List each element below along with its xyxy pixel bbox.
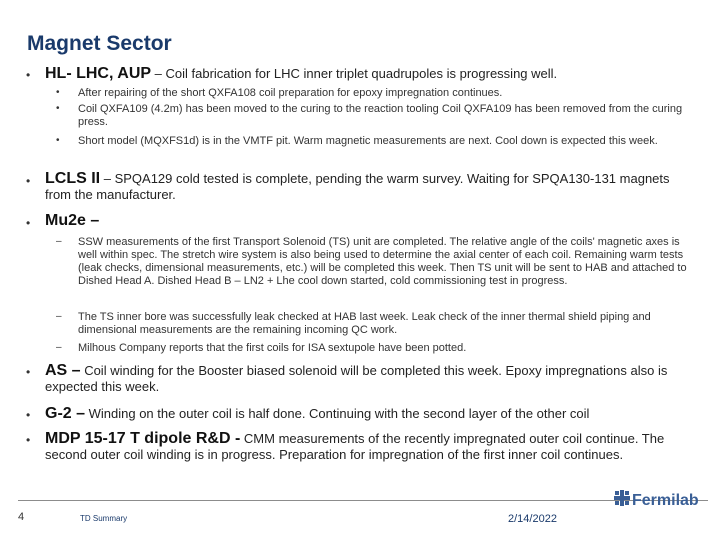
page-number: 4 [18, 511, 25, 523]
bullet-marker: • [26, 216, 31, 230]
bullet-text: CMM measurements of the recently impregnated outer coil continue. The second outer coil winding is in progress. Preparation for impregnation of the first inner coil continues. [45, 431, 665, 462]
sub-item: Coil QXFA109 (4.2m) has been moved to the curing to the reaction tooling Coil QXFA109 has been removed from the curing press. [78, 103, 683, 128]
footer-divider [18, 500, 708, 501]
bullet-marker: • [26, 174, 31, 188]
bullet-marker: • [26, 365, 31, 379]
bullet-mdp [45, 431, 695, 463]
bullet-heading: AS – [45, 362, 81, 379]
sub-dash-marker: – [56, 236, 62, 247]
bullet-heading: G-2 – [45, 405, 86, 422]
sub-bullet-marker: • [56, 103, 60, 114]
sub-item: After repairing of the short QXFA108 coil preparation for epoxy impregnation continues. [78, 87, 503, 99]
bullet-mu2e [45, 213, 695, 229]
bullet-heading: Mu2e – [45, 212, 100, 229]
bullet-text: – SPQA129 cold tested is complete, pending the warm survey. Waiting for SPQA130-131 magnets from the manufacturer. [45, 171, 670, 202]
sub-dash-marker: – [56, 342, 62, 353]
fermilab-logo [614, 490, 699, 511]
bullet-text: Winding on the outer coil is half done. Continuing with the second layer of the other coil [85, 406, 590, 421]
sub-bullet-marker: • [56, 135, 60, 146]
footer-date: 2/14/2022 [508, 513, 557, 525]
fermilab-logo-icon [614, 490, 630, 511]
bullet-marker: • [26, 433, 31, 447]
sub-item: Short model (MQXFS1d) is in the VMTF pit. Warm magnetic measurements are next. Cool down is expected this week. [78, 135, 658, 147]
bullet-heading: MDP 15-17 T dipole R&D - [45, 430, 241, 447]
footer-label: TD Summary [80, 514, 128, 523]
bullet-hl-lhc [45, 66, 695, 82]
slide-title: Magnet Sector [27, 32, 172, 55]
sub-dash-marker: – [56, 311, 62, 322]
bullet-heading: HL- LHC, AUP [45, 65, 152, 82]
bullet-as [45, 363, 695, 395]
bullet-heading: LCLS II [45, 170, 101, 187]
logo-text: Fermilab [632, 491, 699, 509]
bullet-text: – Coil fabrication for LHC inner triplet quadrupoles is progressing well. [151, 66, 558, 81]
sub-item: The TS inner bore was successfully leak checked at HAB last week. Leak check of the inner thermal shield piping and dimensional measurements are the remaining incoming QC work. [78, 311, 651, 336]
sub-item: Milhous Company reports that the first coils for ISA sextupole have been potted. [78, 342, 467, 354]
sub-bullet-marker: • [56, 87, 60, 98]
bullet-g2 [45, 406, 695, 422]
sub-item: SSW measurements of the first Transport Solenoid (TS) unit are completed. The relative angle of the coils' magnetic axes is well within spec. The stretch wire system is also being used to determine the axial center of each coil. Remaining warm tests (leak checks, dimensional measurements, etc.) will be completed this week. Then TS unit will be sent to HAB and attached to Dished Head A. Dished Head B – LN2 + Lhe cool down started, cold commissioning test in progress. [78, 236, 687, 287]
bullet-lcls-ii [45, 171, 695, 203]
bullet-text: Coil winding for the Booster biased solenoid will be completed this week. Epoxy impregnations also is expected this week. [45, 363, 668, 394]
bullet-marker: • [26, 68, 31, 82]
bullet-marker: • [26, 408, 31, 422]
